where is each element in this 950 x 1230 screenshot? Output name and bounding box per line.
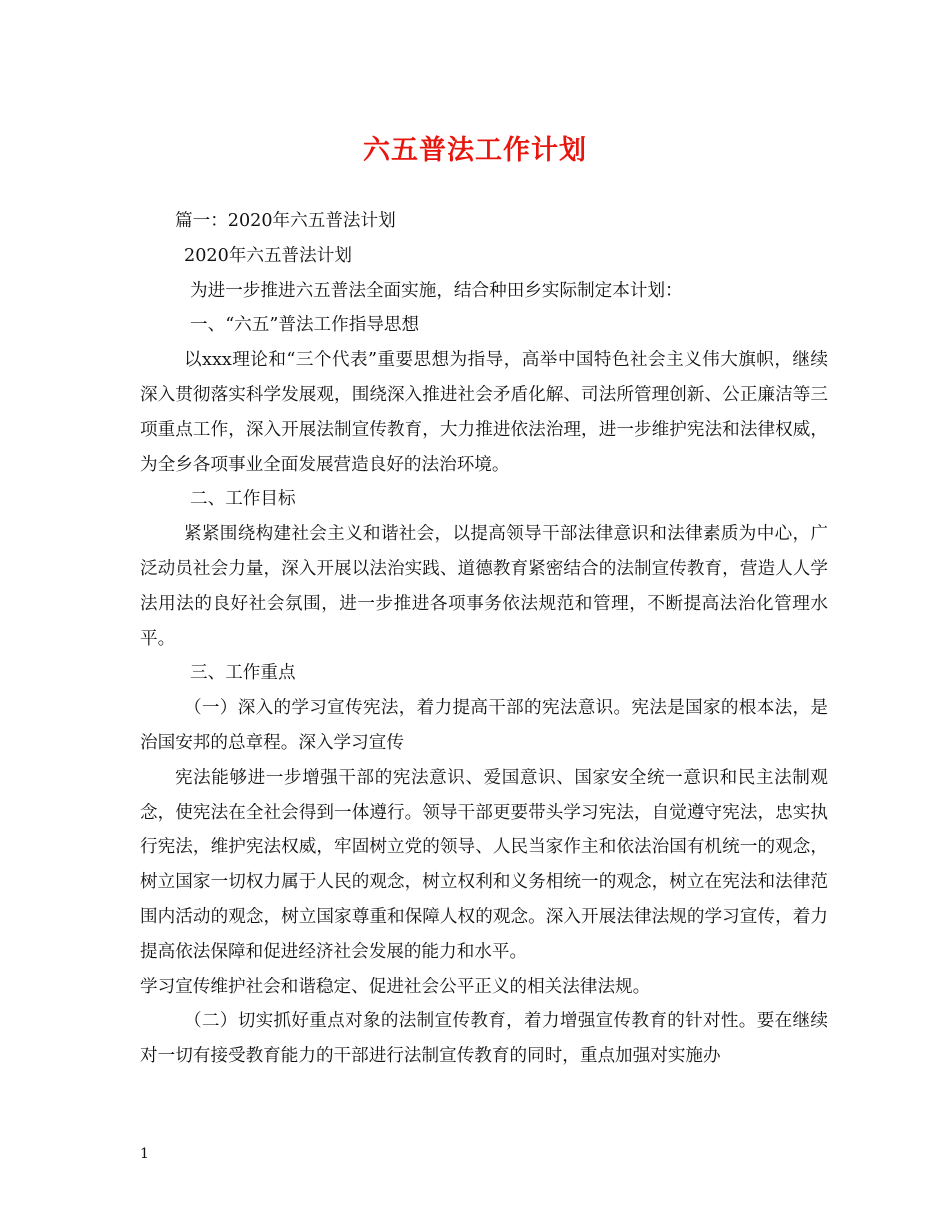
document-title: 六五普法工作计划 xyxy=(363,135,587,166)
body-paragraph: （一）深入的学习宣传宪法，着力提高干部的宪法意识。宪法是国家的根本法，是治国安邦的总章程。深入学习宣传 xyxy=(140,698,828,753)
page-number: 1 xyxy=(140,1146,149,1162)
document-body xyxy=(140,204,828,1074)
section-heading: 三、工作重点 xyxy=(190,663,296,684)
body-paragraph: 宪法能够进一步增强干部的宪法意识、爱国意识、国家安全统一意识和民主法制观念，使宪法在全社会得到一体遵行。领导干部更要带头学习宪法，自觉遵守宪法，忠实执行宪法，维护宪法权威，牢固树立党的领导、人民当家作主和依法治国有机统一的观念，树立国家一切权力属于人民的观念，树立权利和义务相统一的观念，树立在宪法和法律范围内活动的观念，树立国家尊重和保障人权的观念。深入开展法律法规的学习宣传，着力提高依法保障和促进经济社会发展的能力和水平。 xyxy=(140,767,828,962)
body-paragraph: 以xxx理论和“三个代表”重要思想为指导，高举中国特色社会主义伟大旗帜，继续深入贯彻落实科学发展观，围绕深入推进社会矛盾化解、司法所管理创新、公正廉洁等三项重点工作，深入开展法制宣传教育，大力推进依法治理，进一步维护宪法和法律权威，为全乡各项事业全面发展营造良好的法治环境。 xyxy=(140,350,828,475)
subtitle-line: 2020年六五普法计划 xyxy=(184,245,352,266)
section-heading: 二、工作目标 xyxy=(190,489,296,510)
intro-paragraph: 为进一步推进六五普法全面实施，结合种田乡实际制定本计划： xyxy=(190,280,683,301)
section-heading: 一、“六五”普法工作指导思想 xyxy=(190,315,420,336)
body-paragraph: 学习宣传维护社会和谐稳定、促进社会公平正义的相关法律法规。 xyxy=(140,976,651,997)
body-paragraph: （二）切实抓好重点对象的法制宣传教育，着力增强宣传教育的针对性。要在继续对一切有接受教育能力的干部进行法制宣传教育的同时，重点加强对实施办 xyxy=(140,1011,828,1067)
section-heading: 篇一：2020年六五普法计划 xyxy=(175,211,396,231)
body-paragraph: 紧紧围绕构建社会主义和谐社会，以提高领导干部法律意识和法律素质为中心，广泛动员社会力量，深入开展以法治实践、道德教育紧密结合的法制宣传教育，营造人人学法用法的良好社会氛围，进一步推进各项事务依法规范和管理，不断提高法治化管理水平。 xyxy=(140,524,828,649)
